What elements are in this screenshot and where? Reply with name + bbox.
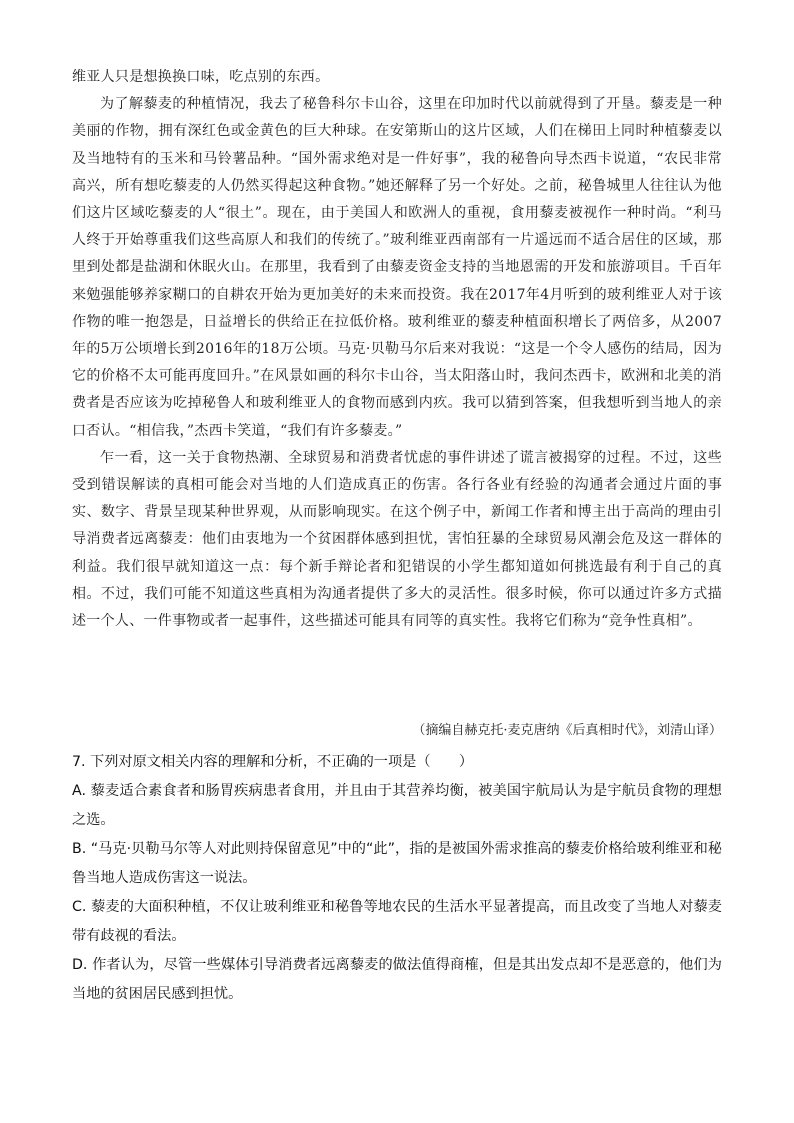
option-b: B. “马克·贝勒马尔等人对此则持保留意见”中的“此”，指的是被国外需求推高的藜麦价格给玻利维亚和秘鲁当地人造成伤害这一说法。 xyxy=(72,841,722,886)
passage-paragraph: 维亚人只是想换换口味，吃点别的东西。 xyxy=(72,69,330,85)
option-c: C. 藜麦的大面积种植，不仅让玻利维亚和秘鲁等地农民的生活水平显著提高，而且改变了当地人对藜麦带有歧视的看法。 xyxy=(72,899,722,944)
question-block xyxy=(72,748,722,1009)
passage-paragraph: 乍一看，这一关于食物热潮、全球贸易和消费者忧虑的事件讲述了谎言被揭穿的过程。不过，这些受到错误解读的真相可能会对当地的人们造成真正的伤害。各行各业有经验的沟通者会通过片面的事实、数字、背景呈现某种世界观，从而影响现实。在这个例子中，新闻工作者和博主出于高尚的理由引导消费者远离藜麦：他们由衷地为一个贫困群体感到担忧，害怕狂暴的全球贸易风潮会危及这一群体的利益。我们很早就知道这一点：每个新手辩论者和犯错误的小学生都知道如何挑选最有利于自己的真相。不过，我们可能不知道这些真相为沟通者提供了多大的灵活性。很多时候，你可以通过许多方式描述一个人、一件事物或者一起事件，这些描述可能具有同等的真实性。我将它们称为“竞争性真相”。 xyxy=(72,449,722,630)
passage-paragraph: 为了解藜麦的种植情况，我去了秘鲁科尔卡山谷，这里在印加时代以前就得到了开垦。藜麦是一种美丽的作物，拥有深红色或金黄色的巨大种球。在安第斯山的这片区域，人们在梯田上同时种植藜麦以及当地特有的玉米和马铃薯品种。“国外需求绝对是一件好事”，我的秘鲁向导杰西卡说道，“农民非常高兴，所有想吃藜麦的人仍然买得起这种食物。”她还解释了另一个好处。之前，秘鲁城里人往往认为他们这片区域吃藜麦的人“很土”。现在，由于美国人和欧洲人的重视，食用藜麦被视作一种时尚。“利马人终于开始尊重我们这些高原人和我们的传统了。”玻利维亚西南部有一片遥远而不适合居住的区域，那里到处都是盐湖和休眠火山。在那里，我看到了由藜麦资金支持的当地恩需的开发和旅游项目。千百年来勉强能够养家糊口的自耕农开始为更加美好的未来而投资。我在2017年4月听到的玻利维亚人对于该作物的唯一抱怨是，日益增长的供给正在拉低价格。玻利维亚的藜麦种植面积增长了两倍多，从2007年的5万公顷增长到2016年的18万公顷。马克·贝勒马尔后来对我说：“这是一个令人感伤的结局，因为它的价格不太可能再度回升。”在风景如画的科尔卡山谷，当太阳落山时，我问杰西卡，欧洲和北美的消费者是否应该为吃掉秘鲁人和玻利维亚人的食物而感到内疚。我可以猜到答案，但我想听到当地人的亲口否认。“相信我，”杰西卡笑道，“我们有许多藜麦。” xyxy=(72,96,722,439)
option-d: D. 作者认为，尽管一些媒体引导消费者远离藜麦的做法值得商榷，但是其出发点却不是恶意的，他们为当地的贫困居民感到担忧。 xyxy=(72,957,722,1002)
option-a: A. 藜麦适合素食者和肠胃疾病患者食用，并且由于其营养均衡，被美国宇航局认为是宇航员食物的理想之选。 xyxy=(72,783,722,828)
question-stem: 7. 下列对原文相关内容的理解和分析，不正确的一项是（ ） xyxy=(72,754,474,770)
reading-passage xyxy=(72,64,722,635)
passage-source: （摘编自赫克托·麦克唐纳《后真相时代》，刘清山译） xyxy=(412,723,722,738)
